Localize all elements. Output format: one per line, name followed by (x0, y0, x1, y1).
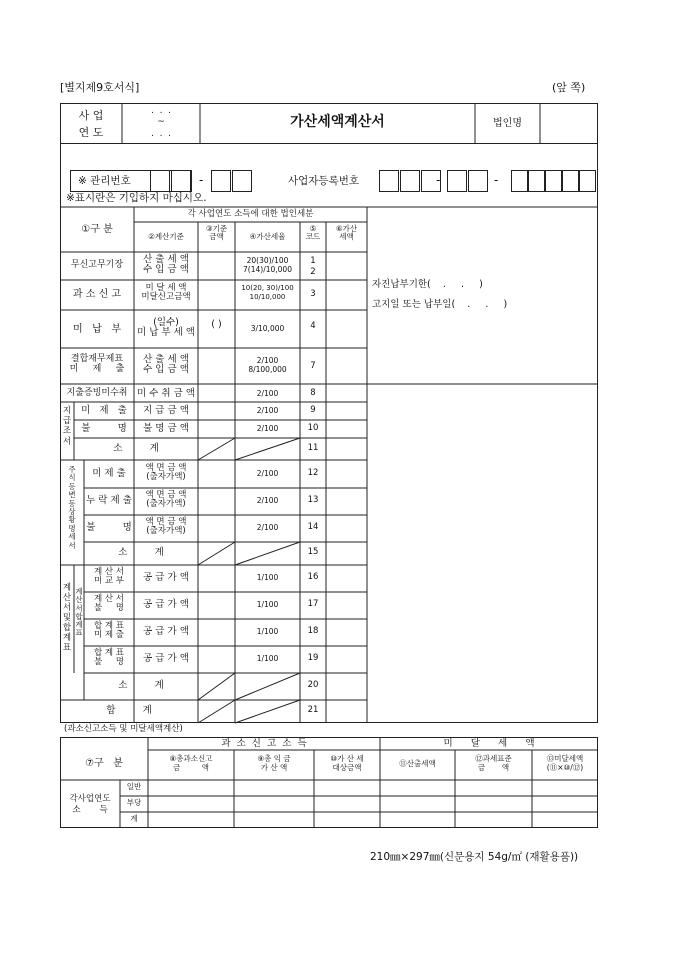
col-category-header: ①구 분 (81, 224, 113, 235)
row-basis: 액 면 금 액 (출자가액) (145, 517, 187, 537)
bottom-row-total: 계 (130, 814, 138, 823)
row-rate: 2/100 (256, 406, 279, 415)
row-code: 14 (307, 522, 319, 532)
row-category: 합 계 표 미 제 출 (93, 621, 125, 641)
bizno-box-2[interactable] (400, 170, 420, 192)
row-basis: 불 명 금 액 (143, 423, 189, 434)
row-code: 1 2 (310, 256, 316, 277)
row-category: 과 소 신 고 (72, 289, 122, 300)
col-surcharge-header: ⑥가산 세액 (335, 224, 358, 242)
bizno-box-8[interactable] (545, 170, 562, 192)
row-category: 소 계 (113, 443, 159, 454)
bottom-col-8-header: ⑧총과소신고 금 액 (169, 754, 213, 772)
row-code: 17 (307, 599, 319, 609)
row-category: 결합재무제표 미 제 출 (69, 354, 125, 374)
row-rate: 2/100 (256, 496, 279, 505)
bottom-col-10-header: ⑩가 산 세 대상금액 (330, 754, 364, 772)
bizno-dash-2: - (494, 173, 499, 187)
form-number: [별지제9호서식] (60, 81, 140, 94)
row-category: 무신고무기장 (70, 260, 124, 270)
bizno-box-1[interactable] (379, 170, 399, 192)
bottom-col-9-header: ⑨총 익 금 가 산 액 (257, 754, 291, 772)
corp-name-label: 법인명 (493, 118, 522, 129)
row-category: 지출증빙미수취 (66, 388, 128, 398)
mgmt-dash: - (199, 173, 204, 187)
row-category: 소 계 (118, 547, 164, 558)
row-rate: 3/10,000 (250, 324, 285, 333)
paper-spec: 210㎜×297㎜(신문용지 54g/㎡ (재활용품)) (370, 851, 579, 863)
row-rate: 20(30)/100 7(14)/10,000 (243, 256, 292, 275)
mgmt-number-box-3[interactable] (211, 170, 231, 192)
under-report-group-header: 과 소 신 고 소 득 (221, 738, 307, 749)
row-rate: 2/100 (256, 523, 279, 532)
bizno-box-7[interactable] (528, 170, 545, 192)
mgmt-number-box-1[interactable] (150, 170, 170, 192)
row-code: 9 (310, 405, 316, 415)
col-basis-header: ②계산기준 (148, 232, 184, 241)
business-period-value[interactable]: . . . ~ . . . (150, 106, 172, 139)
col-base-amount-header: ③기준 금액 (205, 224, 228, 242)
mgmt-number-label: ※ 관리번호 (78, 175, 131, 187)
row-category: 미 제 출 (81, 405, 127, 416)
mgmt-number-box-4[interactable] (232, 170, 252, 192)
row-code: 20 (307, 680, 319, 690)
mgmt-number-box-2[interactable] (171, 170, 191, 192)
row-base-days[interactable]: ( ) (211, 319, 222, 330)
row-basis: 미 달 세 액 미달신고금액 (141, 283, 191, 303)
bizno-box-4[interactable] (447, 170, 467, 192)
row-code: 3 (310, 289, 316, 299)
row-code: 18 (307, 626, 319, 636)
bizno-box-9[interactable] (562, 170, 579, 192)
row-basis: 공 급 가 액 (143, 626, 189, 637)
row-rate: 1/100 (256, 573, 279, 582)
col-rate-header: ④가산세율 (249, 232, 286, 241)
row-code: 10 (307, 423, 319, 433)
row-code: 16 (307, 572, 319, 582)
row-category: 미 납 부 (72, 324, 122, 335)
bizno-box-6[interactable] (511, 170, 528, 192)
group-label-stock-stmt: 주식등변동상황명세서 (68, 465, 76, 550)
bottom-row-general: 일반 (126, 782, 142, 791)
row-category: 계 산 서 미 교 부 (93, 567, 125, 587)
row-basis: 공 급 가 액 (143, 599, 189, 610)
group-label-payment-stmt: 지 급 조 서 (62, 406, 72, 447)
row-category: 불 명 (86, 522, 132, 533)
group-header: 각 사업연도 소득에 대한 법인세분 (187, 209, 314, 219)
col-code-header: ⑤ 코드 (305, 224, 321, 242)
business-period-label: 사 업 연 도 (78, 109, 104, 139)
row-basis: 미 수 취 금 액 (137, 388, 195, 399)
row-rate: 2/100 (256, 469, 279, 478)
row-code: 19 (307, 653, 319, 663)
row-rate: 1/100 (256, 654, 279, 663)
row-basis: 산 출 세 액 수 입 금 액 (143, 354, 189, 376)
bottom-col-12-header: ⑫과세표준 금 액 (475, 754, 512, 772)
bizno-dash-1: - (436, 173, 441, 187)
row-basis: 공 급 가 액 (143, 572, 189, 583)
row-category: 누 락 제 출 (86, 495, 132, 506)
bottom-row-group-label: 각사업연도 소 득 (69, 794, 111, 815)
row-category: 미 제 출 (92, 468, 126, 479)
bottom-col-13-header: ⑬미달세액 (⑪×⑩/⑫) (546, 754, 584, 772)
bottom-row-unfair: 부당 (126, 798, 142, 807)
bottom-col-11-header: ⑪산출세액 (399, 759, 436, 768)
form-title: 가산세액계산서 (290, 114, 385, 130)
row-code: 8 (310, 388, 316, 398)
row-rate: 2/100 (256, 424, 279, 433)
office-use-note: ※표시란은 기입하지 마십시오. (66, 192, 207, 204)
notice-deadline: 고지일 또는 납부일( . . ) (372, 299, 508, 310)
row-rate: 2/100 (256, 389, 279, 398)
row-category: 합 계 표 불 명 (93, 648, 125, 668)
bizno-box-10[interactable] (579, 170, 596, 192)
row-code: 12 (307, 468, 319, 478)
bizno-box-5[interactable] (468, 170, 488, 192)
row-code: 15 (307, 547, 319, 557)
row-code: 4 (310, 321, 316, 331)
row-category: 계 산 서 불 명 (93, 594, 125, 614)
self-pay-deadline: 자진납부기한( . . ) (372, 279, 483, 290)
row-basis: 액 면 금 액 (출자가액) (145, 490, 187, 510)
row-rate: 10(20, 30)/100 10/10,000 (241, 284, 294, 301)
row-basis: 지 급 금 액 (143, 405, 189, 416)
page-side-label: (앞 쪽) (552, 81, 586, 94)
row-rate: 1/100 (256, 627, 279, 636)
group-label-invoice-sub: 계산서합계표 (75, 587, 83, 638)
row-basis: 산 출 세 액 수 입 금 액 (143, 254, 189, 276)
bottom-col-category-header: ⑦구 분 (85, 758, 123, 769)
row-code: 7 (310, 361, 316, 371)
bizno-label: 사업자등록번호 (288, 175, 360, 187)
row-code: 11 (307, 443, 319, 453)
row-basis: 액 면 금 액 (출자가액) (145, 463, 187, 483)
row-basis: 공 급 가 액 (143, 653, 189, 664)
row-basis: (일수) 미 납 부 세 액 (137, 317, 195, 339)
row-category: 소 계 (118, 680, 164, 691)
row-category: 불 명 (81, 423, 127, 434)
group-label-invoice: 계 산 서 및 합 계 표 (62, 583, 72, 654)
row-rate: 1/100 (256, 600, 279, 609)
row-code: 21 (307, 705, 319, 715)
row-code: 13 (307, 495, 319, 505)
bottom-table-caption: (과소신고소득 및 미달세액계산) (64, 724, 183, 734)
shortfall-group-header: 미 달 세 액 (443, 738, 535, 749)
row-rate: 2/100 8/100,000 (248, 356, 287, 375)
row-category: 합 계 (106, 705, 152, 716)
